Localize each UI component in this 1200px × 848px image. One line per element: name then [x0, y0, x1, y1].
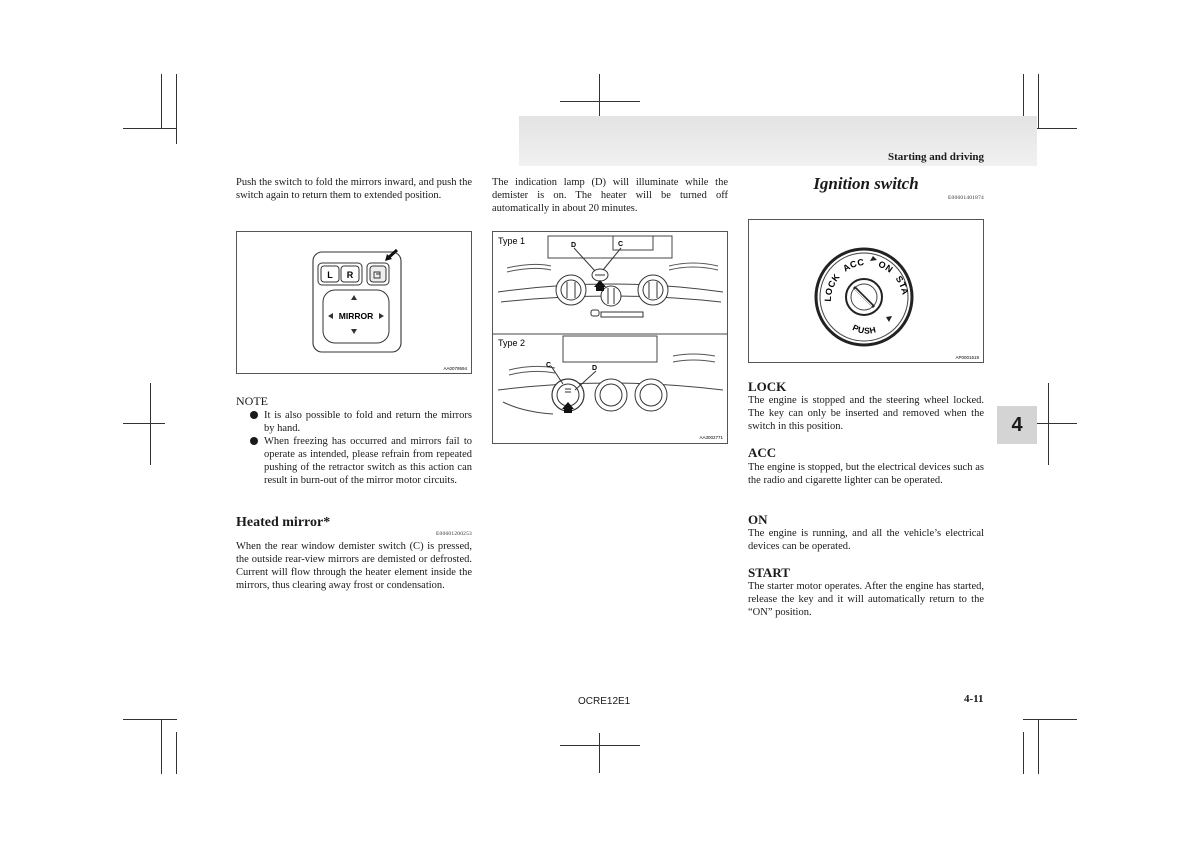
label-c-type1: C	[618, 241, 624, 248]
btn-r-label: R	[346, 270, 354, 280]
heated-mirror-heading: Heated mirror*	[236, 515, 331, 530]
label-d-type1: D	[571, 242, 577, 249]
indication-lamp-text: The indication lamp (D) will illuminate while the demister is on. The heater will be turned off automatically in about 20 minutes.	[492, 177, 728, 214]
push-label: PUSH	[851, 322, 878, 336]
type2-label: Type 2	[498, 338, 526, 348]
ignition-switch-heading: Ignition switch	[813, 174, 919, 193]
mirror-fold-text: Push the switch to fold the mirrors inward, and push the switch again to return them to extended position.	[236, 177, 472, 201]
start-text: The starter motor operates. After the engine has started, release the key and it will automatically return to the “ON” position.	[748, 581, 984, 618]
type1-label: Type 1	[498, 236, 526, 246]
note-item	[236, 435, 472, 487]
bullet-icon	[250, 411, 258, 419]
on-text: The engine is running, and all the vehicle’s electrical devices can be operated.	[748, 528, 984, 552]
note-item-text: When freezing has occurred and mirrors fail to operate as intended, please refrain from repeated pushing of the retractor switch as this action can result in burn-out of the mirror motor circuits.	[264, 436, 472, 486]
doc-code: OCRE12E1	[578, 696, 631, 707]
figure-id-mirror: AA0079594	[443, 366, 467, 371]
label-d-type2: D	[592, 365, 598, 372]
heated-mirror-text: When the rear window demister switch (C) is pressed, the outside rear-view mirrors are demisted or defrosted. Current will flow through the heater element inside the mirrors, thus clearing away frost or condensation.	[236, 541, 472, 591]
ignition-switch-illustration	[749, 220, 983, 362]
lock-title: LOCK	[748, 379, 787, 394]
note-title: NOTE	[236, 394, 268, 408]
note-item-text: It is also possible to fold and return the mirrors by hand.	[264, 410, 472, 434]
on-title: ON	[748, 512, 768, 527]
chapter-tab: 4	[997, 406, 1037, 444]
acc-title: ACC	[748, 445, 777, 460]
note-item	[236, 409, 472, 435]
pos-on-label: ON	[876, 258, 895, 275]
start-title: START	[748, 565, 790, 580]
page-number: 4-11	[964, 693, 984, 705]
figure-id-demister: AA3002771	[699, 435, 723, 440]
btn-l-label: L	[327, 270, 333, 280]
demister-switch-figure	[492, 231, 728, 444]
section-title: Starting and driving	[888, 151, 984, 163]
mirror-switch-illustration	[237, 232, 471, 373]
label-c-type2: C	[546, 362, 552, 369]
pos-lock-label: LOCK	[822, 271, 842, 302]
lock-text: The engine is stopped and the steering wheel locked. The key can only be inserted and removed when the switch in this position.	[748, 395, 984, 432]
pos-acc-label: ACC	[841, 256, 866, 274]
note-list	[236, 409, 472, 487]
bullet-icon	[250, 437, 258, 445]
ignition-switch-figure	[748, 219, 984, 363]
mirror-label: MIRROR	[338, 311, 374, 321]
acc-text: The engine is stopped, but the electrical devices such as the radio and cigarette lighter can be operated.	[748, 462, 984, 486]
mirror-switch-figure	[236, 231, 472, 374]
heated-mirror-code: E00601200253	[435, 531, 472, 537]
pos-start-label: STA	[893, 273, 911, 297]
demister-panel-illustration	[493, 232, 727, 443]
figure-id-ignition: AP0001619	[955, 355, 979, 360]
ignition-switch-code: E00601401874	[947, 195, 984, 201]
